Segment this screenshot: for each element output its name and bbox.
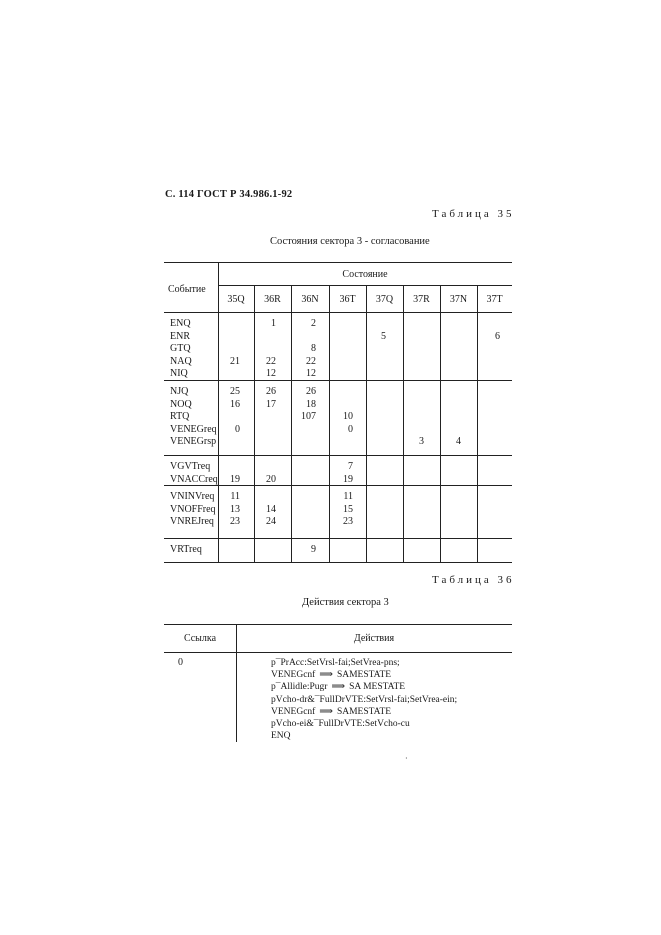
table35-subheader-rule	[218, 285, 512, 286]
table35-cell: 14	[266, 503, 276, 515]
table35-top-rule	[164, 262, 512, 263]
table35-cell: 1	[271, 318, 276, 329]
table35-cell: 8	[311, 343, 316, 354]
table35-event-RTQ: RTQ	[170, 411, 190, 422]
table35-state-37N: 37N	[449, 294, 468, 305]
table35-event-VRTreq: VRTreq	[170, 544, 202, 555]
table36-header-rule	[164, 652, 512, 653]
table36-col-divider	[236, 624, 237, 742]
table35-cell: 17	[266, 398, 276, 410]
table35-cell: 18	[306, 398, 316, 410]
action-text: VENEGcnf	[271, 706, 316, 717]
action-text: ENQ	[271, 731, 291, 742]
table35-state-36R: 36R	[264, 294, 281, 305]
table36-top-rule	[164, 624, 512, 625]
table35-cell: 12	[306, 368, 316, 379]
double-arrow-icon: ⟹	[331, 682, 346, 693]
table36-action-line	[271, 657, 400, 669]
table35-event-VGVTreq: VGVTreq	[170, 461, 211, 472]
table36-action-line	[271, 681, 405, 693]
action-target: SAMESTATE	[336, 670, 392, 681]
table35-col-divider	[403, 285, 404, 562]
table35-cell: 16	[230, 398, 240, 410]
table35-group-rule	[164, 380, 512, 381]
table35-col-divider	[329, 285, 330, 562]
table35-col-divider	[366, 285, 367, 562]
table35-cell: 24	[266, 516, 276, 527]
table35-event-VNOFFreq: VNOFFreq	[170, 503, 216, 515]
table35-event-NJQ: NJQ	[170, 386, 189, 397]
table35-col-divider	[477, 285, 478, 562]
table35-cell: 19	[230, 473, 240, 485]
table35-cell: 2	[311, 318, 316, 329]
table35-event-VNREJreq: VNREJreq	[170, 516, 214, 527]
table35-cell: 26	[266, 386, 276, 397]
table35-col-divider	[440, 285, 441, 562]
action-text: pVcho-ei&¯FullDrVTE:SetVcho-cu	[271, 719, 410, 729]
action-target: SA MESTATE	[349, 682, 406, 693]
table35-state-36N: 36N	[301, 294, 319, 305]
table35-cell: 5	[381, 330, 386, 342]
table35-state-header: Состояние	[342, 269, 388, 280]
double-arrow-icon: ⟹	[319, 706, 333, 717]
table35-group-rule	[164, 455, 512, 456]
table35-state-37Q: 37Q	[375, 294, 394, 305]
table35-event-VNINVreq: VNINVreq	[170, 491, 215, 502]
table35-state-35Q: 35Q	[227, 294, 245, 305]
table35-col-divider	[291, 285, 292, 562]
table35-state-37R: 37R	[413, 294, 430, 305]
action-text: pVcho-dr&¯FullDrVTE:SetVrsl-fai;SetVrea-ein;	[271, 694, 458, 705]
table36-action-line	[271, 694, 457, 706]
table35-cell: 22	[306, 355, 316, 367]
table35-cell: 26	[306, 386, 316, 397]
table35-event-VENEGreq: VENEGreq	[170, 423, 217, 435]
table35-cell: 25	[230, 386, 240, 397]
table35-event-NOQ: NOQ	[170, 398, 192, 410]
table36-action-line	[271, 669, 391, 681]
table35-event-ENR: ENR	[170, 330, 190, 342]
table35-cell: 107	[301, 411, 316, 422]
table35-cell: 3	[419, 436, 424, 447]
table35-cell: 11	[230, 491, 240, 502]
table35-event-NIQ: NIQ	[170, 368, 188, 379]
table35-event-VNACCreq: VNACCreq	[170, 473, 218, 485]
table35-cell: 19	[343, 473, 353, 485]
table36-actions-header: Действия	[353, 633, 395, 644]
table35-cell: 20	[266, 473, 276, 485]
stray-mark: ·	[405, 754, 408, 763]
table36-action-line	[271, 706, 391, 718]
table35-event-GTQ: GTQ	[170, 343, 191, 354]
table35-event-ENQ: ENQ	[170, 318, 191, 329]
table35-cell: 9	[311, 544, 316, 555]
table35-event-header: Событие	[168, 284, 206, 295]
page-header: С. 114 ГОСТ Р 34.986.1-92	[165, 189, 293, 200]
table35-cell: 15	[343, 503, 353, 515]
action-text: p¯Allidle:Pugr	[271, 682, 328, 693]
table36-ref-header: Ссылка	[183, 633, 217, 644]
action-target: SAMESTATE	[336, 706, 392, 717]
table35-event-NAQ: NAQ	[170, 355, 192, 367]
table36-action-line	[271, 730, 291, 742]
table35-cell: 13	[230, 503, 240, 515]
table35-header-rule	[164, 312, 512, 313]
table35-cell: 11	[343, 491, 353, 502]
table35-group-rule	[164, 562, 512, 563]
table35-cell: 10	[343, 411, 353, 422]
table36-ref-value: 0	[178, 657, 183, 668]
table35-event-divider	[218, 262, 219, 562]
table35-cell: 21	[230, 355, 240, 367]
table36-label: Таблица 36	[432, 574, 515, 586]
table35-label: Таблица 35	[432, 208, 515, 220]
table35-caption: Состояния сектора 3 - согласование	[270, 236, 430, 247]
table35-group-rule	[164, 538, 512, 539]
table35-cell: 23	[230, 516, 240, 527]
table36-action-line	[271, 718, 410, 730]
table35-cell: 0	[348, 423, 353, 435]
table35-cell: 23	[343, 516, 353, 527]
double-arrow-icon: ⟹	[319, 670, 333, 681]
table35-state-37T: 37T	[486, 294, 503, 305]
table35-cell: 4	[456, 436, 461, 447]
table35-cell: 7	[348, 461, 353, 472]
table35-cell: 6	[495, 330, 500, 342]
table35-cell: 12	[266, 368, 276, 379]
table35-cell: 0	[235, 423, 240, 435]
table35-event-VENEGrsp: VENEGrsp	[170, 436, 217, 447]
table35-col-divider	[254, 285, 255, 562]
action-text: VENEGcnf	[271, 670, 316, 681]
table35-state-36T: 36T	[339, 294, 356, 305]
table35-cell: 22	[266, 355, 276, 367]
action-text: p¯PrAcc:SetVrsl-fai;SetVrea-pns;	[271, 658, 400, 668]
table36-caption: Действия сектора 3	[302, 597, 389, 608]
